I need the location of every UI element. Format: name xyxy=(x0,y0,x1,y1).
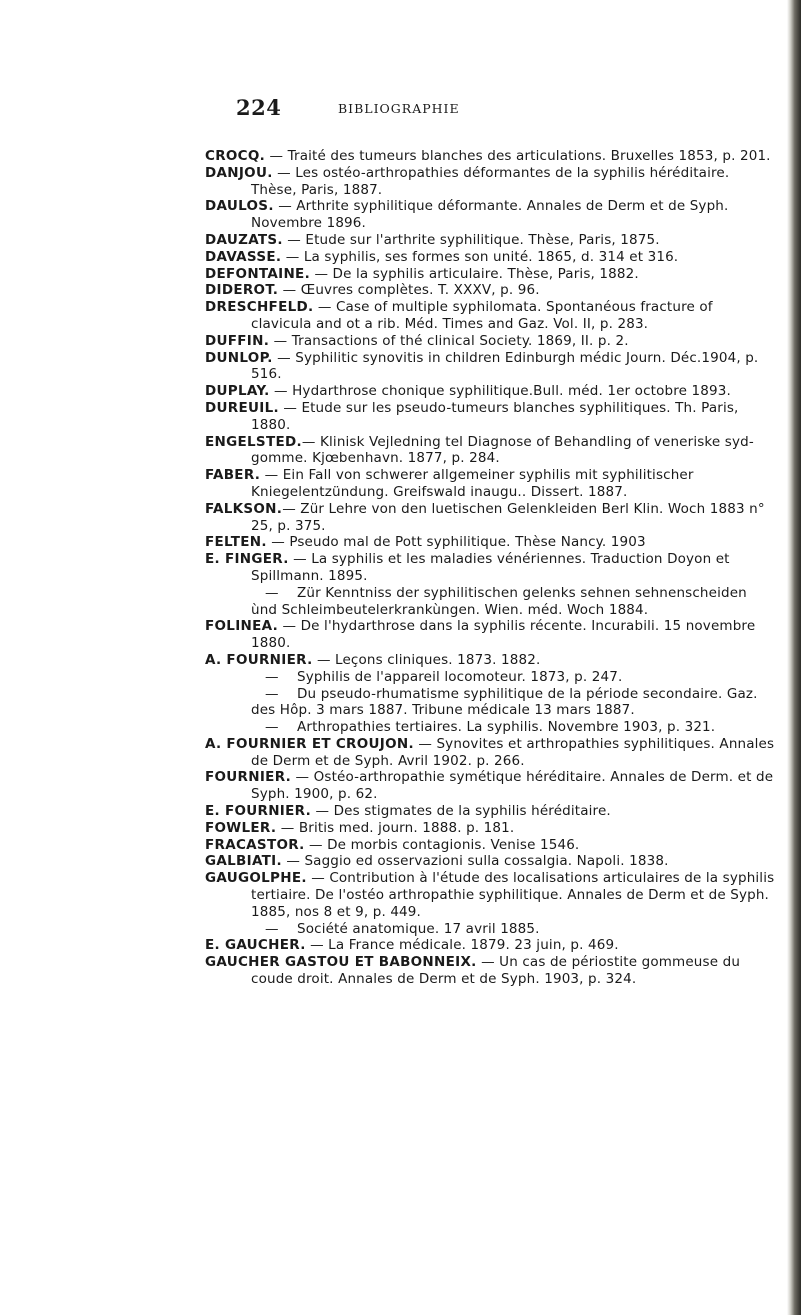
bibliography-entry xyxy=(205,669,775,686)
entry-author: FALKSON. xyxy=(205,500,283,517)
entry-text: — Hydarthrose chonique syphilitique.Bull. méd. 1er octobre 1893. xyxy=(269,383,731,400)
entry-author: DANJOU. xyxy=(205,164,273,181)
bibliography-entry xyxy=(205,551,775,585)
entry-author: FABER. xyxy=(205,467,261,484)
bibliography-entry xyxy=(205,266,775,283)
entry-text: Société anatomique. 17 avril 1885. xyxy=(297,920,540,937)
running-title: BIBLIOGRAPHIE xyxy=(338,101,460,116)
entry-text: — Les ostéo-arthropathies déformantes de la syphilis héréditaire. Thèse, Paris, 1887. xyxy=(251,164,730,198)
entry-text: — De morbis contagionis. Venise 1546. xyxy=(304,836,580,853)
bibliography-entry xyxy=(205,803,775,820)
entry-author: DEFONTAINE. xyxy=(205,265,311,282)
bibliography-entry xyxy=(205,333,775,350)
entry-text: — Ein Fall von schwerer allgemeiner syphilis mit syphilitischer Kniegelentzündung. Greifswald inaugu.. Dissert. 1887. xyxy=(251,467,694,500)
bibliography-entry xyxy=(205,837,775,854)
bibliography-entry xyxy=(205,820,775,837)
entry-author: DAULOS. xyxy=(205,198,274,215)
bibliography-entry xyxy=(205,434,775,468)
bibliography-entry xyxy=(205,769,775,803)
bibliography-entry xyxy=(205,383,775,400)
entry-author: A. FOURNIER. xyxy=(205,651,313,668)
page-edge-shadow xyxy=(787,0,801,1315)
entry-text: — Œuvres complètes. T. XXXV, p. 96. xyxy=(278,282,540,299)
entry-author: A. FOURNIER ET CROUJON. xyxy=(205,735,414,752)
entry-author: DAUZATS. xyxy=(205,231,283,248)
entry-text: Zür Kenntniss der syphilitischen gelenks sehnen sehnenscheiden ùnd Schleimbeutelerkrankùngen. Wien. méd. Woch 1884. xyxy=(251,584,747,618)
bibliography-entry xyxy=(205,853,775,870)
bibliography-entry xyxy=(205,585,775,619)
entry-text: — Ostéo-arthropathie symétique héréditaire. Annales de Derm. et de Syph. 1900, p. 62. xyxy=(251,769,774,803)
entry-author: ENGELSTED. xyxy=(205,433,302,450)
entry-author: DIDEROT. xyxy=(205,282,279,299)
entry-author: FOURNIER. xyxy=(205,769,292,786)
bibliography-entry xyxy=(205,652,775,669)
bibliography-entry xyxy=(205,534,775,551)
bibliography-entry xyxy=(205,870,775,920)
entry-text: — La syphilis et les maladies vénériennes. Traduction Doyon et Spillmann. 1895. xyxy=(251,551,730,584)
ditto-dash: — xyxy=(265,685,279,702)
entry-text: — La syphilis, ses formes son unité. 1865, d. 314 et 316. xyxy=(281,248,679,265)
ditto-dash: — xyxy=(265,719,279,736)
entry-text: — Traité des tumeurs blanches des articulations. Bruxelles 1853, p. 201. xyxy=(265,148,771,164)
entry-author: FOWLER. xyxy=(205,819,277,836)
entry-text: — Synovites et arthropathies syphilitiques. Annales de Derm et de Syph. Avril 1902. p. 266. xyxy=(251,735,775,769)
entry-author: DAVASSE. xyxy=(205,248,282,265)
bibliography-entry xyxy=(205,165,775,199)
entry-text: — Leçons cliniques. 1873. 1882. xyxy=(312,651,541,668)
entry-text: — Saggio ed osservazioni sulla cossalgia. Napoli. 1838. xyxy=(281,853,669,870)
bibliography-entry xyxy=(205,719,775,736)
entry-text: — Transactions of thé clinical Society. 1869, II. p. 2. xyxy=(269,332,629,349)
entry-author: DUNLOP. xyxy=(205,349,273,366)
entry-text: — Britis med. journ. 1888. p. 181. xyxy=(276,819,515,836)
entry-author: FOLINEA. xyxy=(205,618,279,635)
bibliography-entry xyxy=(205,686,775,720)
bibliography-entry xyxy=(205,937,775,954)
bibliography-entry xyxy=(205,736,775,770)
bibliography-entry xyxy=(205,954,775,988)
entry-author: GAUCHER GASTOU ET BABONNEIX. xyxy=(205,954,477,971)
ditto-dash: — xyxy=(265,668,279,685)
entry-text: — Klinisk Vejledning tel Diagnose of Behandling of veneriske syd-gomme. Kjœbenhavn. 1877, p. 284. xyxy=(251,433,754,467)
entry-text: — De la syphilis articulaire. Thèse, Paris, 1882. xyxy=(310,265,639,282)
entry-author: CROCQ. xyxy=(205,148,266,164)
bibliography-entry xyxy=(205,282,775,299)
entry-text: — La France médicale. 1879. 23 juin, p. 469. xyxy=(305,937,619,954)
bibliography-entry xyxy=(205,618,775,652)
entry-text: — Syphilitic synovitis in children Edinburgh médic Journ. Déc.1904, p. 516. xyxy=(251,349,759,383)
bibliography-entry xyxy=(205,921,775,938)
bibliography-list xyxy=(205,148,775,988)
entry-text: — Etude sur l'arthrite syphilitique. Thèse, Paris, 1875. xyxy=(282,231,660,248)
entry-text: — Un cas de périostite gommeuse du coude droit. Annales de Derm et de Syph. 1903, p. 324. xyxy=(251,954,741,988)
entry-text: — Case of multiple syphilomata. Spontanéous fracture of clavicula and ot a rib. Méd. Times and Gaz. Vol. II, p. 283. xyxy=(251,299,713,332)
bibliography-entry xyxy=(205,148,775,165)
entry-author: DRESCHFELD. xyxy=(205,299,314,316)
page-number: 224 xyxy=(236,95,282,120)
bibliography-entry xyxy=(205,501,775,535)
entry-text: — Etude sur les pseudo-tumeurs blanches syphilitiques. Th. Paris, 1880. xyxy=(251,399,739,433)
bibliography-entry xyxy=(205,400,775,434)
entry-text: Syphilis de l'appareil locomoteur. 1873, p. 247. xyxy=(297,668,623,685)
bibliography-entry xyxy=(205,249,775,266)
bibliography-entry xyxy=(205,467,775,501)
entry-text: — Des stigmates de la syphilis héréditaire. xyxy=(311,803,611,820)
bibliography-entry xyxy=(205,299,775,333)
entry-author: FRACASTOR. xyxy=(205,836,305,853)
entry-text: — De l'hydarthrose dans la syphilis récente. Incurabili. 15 novembre 1880. xyxy=(251,618,756,652)
entry-author: DUFFIN. xyxy=(205,332,270,349)
entry-text: — Contribution à l'étude des localisations articulaires de la syphilis tertiaire. De l'ostéo arthropathie syphilitique. Annales de Derm et de Syph. 1885, nos 8 et 9, p. 449. xyxy=(251,870,775,920)
ditto-dash: — xyxy=(265,920,279,937)
bibliography-entry xyxy=(205,350,775,384)
entry-author: FELTEN. xyxy=(205,534,267,551)
entry-text: Arthropathies tertiaires. La syphilis. Novembre 1903, p. 321. xyxy=(297,719,716,736)
entry-text: — Pseudo mal de Pott syphilitique. Thèse Nancy. 1903 xyxy=(266,534,646,551)
entry-text: Du pseudo-rhumatisme syphilitique de la période secondaire. Gaz. des Hôp. 3 mars 1887. Tribune médicale 13 mars 1887. xyxy=(251,685,758,719)
ditto-dash: — xyxy=(265,584,279,601)
bibliography-entry xyxy=(205,232,775,249)
entry-author: GALBIATI. xyxy=(205,853,282,870)
entry-author: DUREUIL. xyxy=(205,399,279,416)
page-header xyxy=(0,95,801,119)
entry-author: DUPLAY. xyxy=(205,383,270,400)
entry-author: GAUGOLPHE. xyxy=(205,870,307,887)
entry-author: E. FOURNIER. xyxy=(205,803,312,820)
entry-author: E. GAUCHER. xyxy=(205,937,306,954)
entry-text: — Arthrite syphilitique déformante. Annales de Derm et de Syph. Novembre 1896. xyxy=(251,198,729,232)
entry-author: E. FINGER. xyxy=(205,551,289,568)
entry-text: — Zür Lehre von den luetischen Gelenkleiden Berl Klin. Woch 1883 n° 25, p. 375. xyxy=(251,500,765,534)
bibliography-entry xyxy=(205,198,775,232)
